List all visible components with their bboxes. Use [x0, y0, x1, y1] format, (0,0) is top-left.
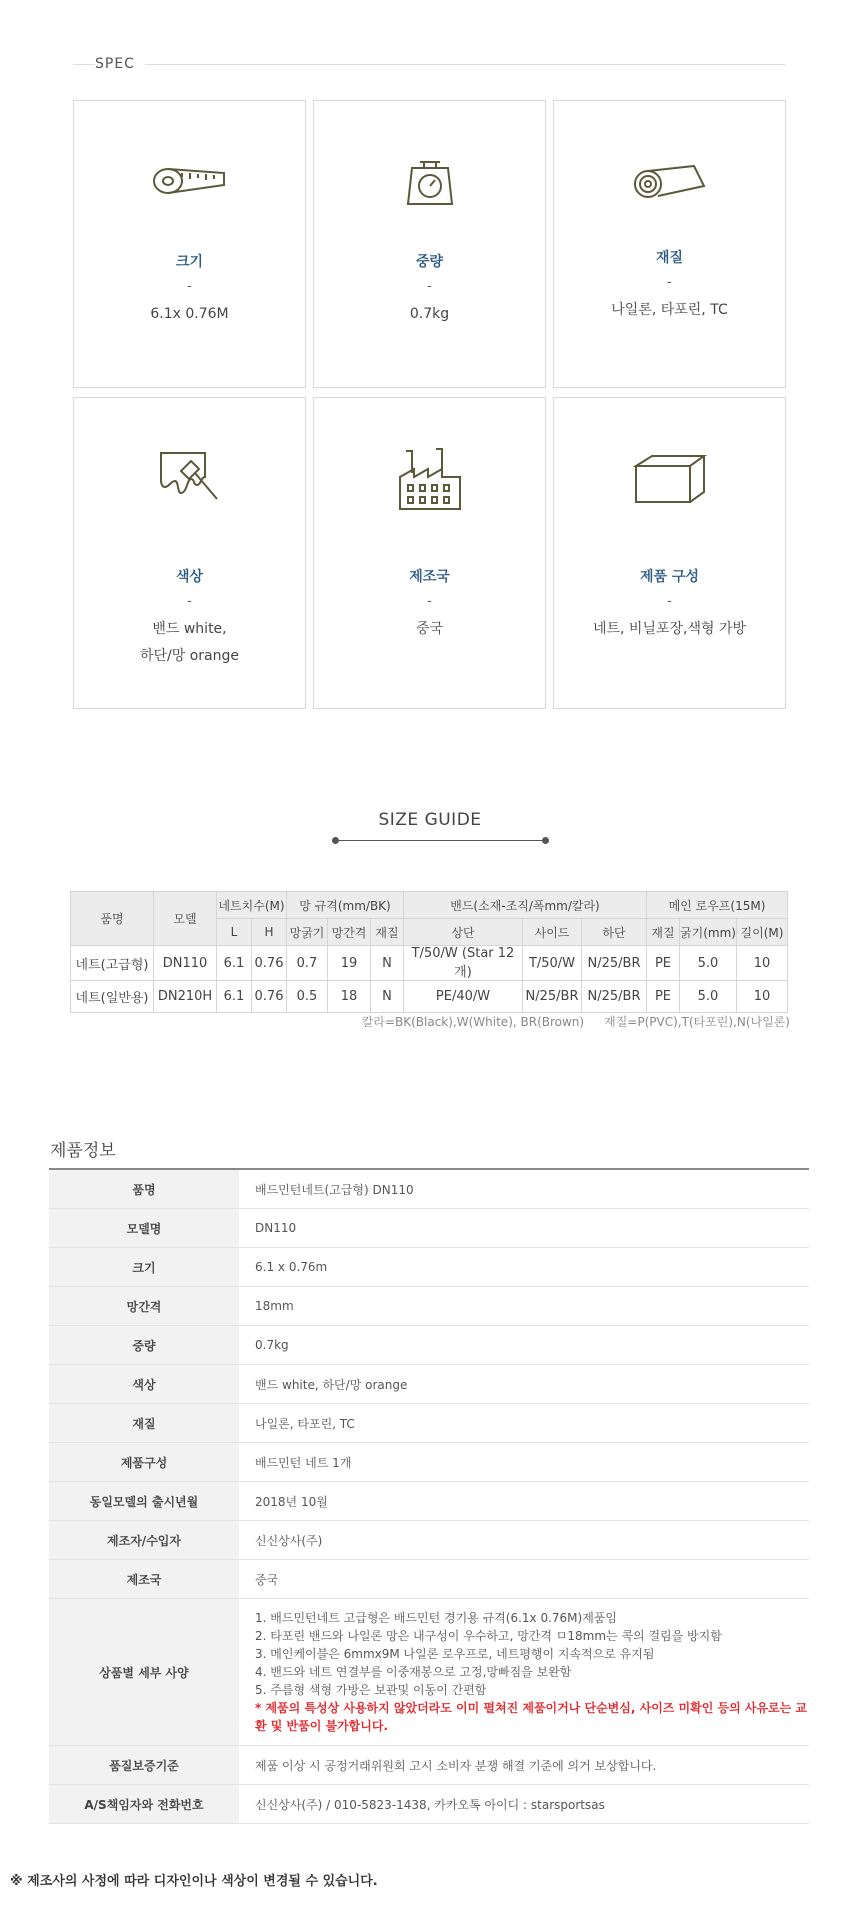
header-net-size: 네트치수(M) — [217, 892, 287, 919]
spec-card-value: 0.7kg — [409, 306, 450, 322]
cell-mat: N — [371, 946, 404, 981]
header-band-bottom: 하단 — [582, 919, 647, 946]
info-value: 0.7kg — [239, 1326, 809, 1365]
cell-l: 6.1 — [217, 946, 252, 981]
cell-rope-mat: PE — [647, 946, 680, 981]
note-material: 재질=P(PVC),T(타포린),N(나일론) — [604, 1015, 790, 1029]
spec-card-dash: - — [667, 275, 672, 290]
detail-line: 4. 밴드와 네트 연결부를 이중재봉으로 고정,망빠짐을 보완함 — [255, 1665, 572, 1679]
info-value: 제품 이상 시 공정거래위원회 고시 소비자 분쟁 해결 기준에 의거 보상합니다. — [239, 1746, 809, 1785]
info-value: 배드민턴 네트 1개 — [239, 1443, 809, 1482]
table-row — [49, 1785, 809, 1824]
cell-h: 0.76 — [252, 981, 287, 1013]
table-row — [71, 981, 788, 1013]
footer-note: ※ 제조사의 사정에 따라 디자인이나 색상이 변경될 수 있습니다. — [10, 1874, 378, 1889]
header-rope: 메인 로우프(15M) — [647, 892, 788, 919]
info-key: 품명 — [49, 1169, 239, 1209]
table-row — [49, 1521, 809, 1560]
table-row — [49, 1248, 809, 1287]
header-l: L — [217, 919, 252, 946]
info-key: 상품별 세부 사양 — [49, 1599, 239, 1746]
spec-card-size — [73, 100, 306, 388]
table-row — [49, 1287, 809, 1326]
info-key: 제조국 — [49, 1560, 239, 1599]
cell-name: 네트(일반용) — [71, 981, 154, 1013]
info-value: 배드민턴네트(고급형) DN110 — [239, 1169, 809, 1209]
spec-card-title: 제조국 — [409, 569, 450, 585]
spec-card-title: 중량 — [415, 254, 444, 270]
size-guide-title: SIZE GUIDE — [378, 810, 482, 830]
info-detail-value — [239, 1599, 809, 1746]
spec-card-country — [313, 397, 546, 709]
info-key: 모델명 — [49, 1209, 239, 1248]
spec-card-weight — [313, 100, 546, 388]
cell-h: 0.76 — [252, 946, 287, 981]
header-h: H — [252, 919, 287, 946]
note-color: 칼라=BK(Black),W(White), BR(Brown) — [361, 1015, 585, 1029]
spec-card-value-line2: 하단/망 orange — [139, 648, 239, 664]
cell-top: T/50/W (Star 12개) — [404, 946, 523, 981]
cell-l: 6.1 — [217, 981, 252, 1013]
info-value: 18mm — [239, 1287, 809, 1326]
info-key: 동일모델의 출시년월 — [49, 1482, 239, 1521]
spec-card-value: 나일론, 타포린, TC — [611, 302, 728, 318]
info-value: 2018년 10월 — [239, 1482, 809, 1521]
spec-card-dash: - — [187, 279, 192, 294]
info-key: 색상 — [49, 1365, 239, 1404]
table-row — [49, 1746, 809, 1785]
info-key: 제품구성 — [49, 1443, 239, 1482]
cell-gap: 19 — [328, 946, 371, 981]
detail-line: 5. 주름형 색형 가방은 보관및 이동이 간편함 — [255, 1683, 487, 1697]
spec-card-title: 크기 — [175, 254, 204, 270]
detail-line: 3. 메인케이블은 6mmx9M 나일론 로우프로, 네트평행이 지속적으로 유지됨 — [255, 1647, 655, 1661]
cell-gap: 18 — [328, 981, 371, 1013]
cell-name: 네트(고급형) — [71, 946, 154, 981]
table-row — [49, 1209, 809, 1248]
product-info-title: 제품정보 — [50, 1141, 116, 1161]
cell-side: N/25/BR — [523, 981, 582, 1013]
cell-model: DN110 — [154, 946, 217, 981]
spec-card-components — [553, 397, 786, 709]
table-row — [71, 946, 788, 981]
spec-card-value: 밴드 white, — [152, 621, 227, 637]
size-guide-divider — [335, 840, 547, 841]
header-model: 모델 — [154, 892, 217, 946]
header-mesh-thickness: 망굵기 — [287, 919, 328, 946]
spec-divider — [73, 64, 785, 65]
spec-card-value: 중국 — [415, 621, 444, 637]
header-band-top: 상단 — [404, 919, 523, 946]
cell-thick: 0.5 — [287, 981, 328, 1013]
spec-card-dash: - — [427, 279, 432, 294]
cell-top: PE/40/W — [404, 981, 523, 1013]
weight-scale-icon — [314, 141, 545, 221]
cell-bottom: N/25/BR — [582, 946, 647, 981]
size-table-header-row-1 — [71, 892, 788, 919]
info-value: 신신상사(주) / 010-5823-1438, 카카오톡 아이디 : starsportsas — [239, 1785, 809, 1824]
info-key: A/S책임자와 전화번호 — [49, 1785, 239, 1824]
spec-card-dash: - — [667, 594, 672, 609]
info-value: 나일론, 타포린, TC — [239, 1404, 809, 1443]
header-band: 밴드(소재-조직/폭mm/칼라) — [404, 892, 647, 919]
info-value: 밴드 white, 하단/망 orange — [239, 1365, 809, 1404]
info-key: 크기 — [49, 1248, 239, 1287]
spec-heading: SPEC — [95, 56, 145, 72]
cell-rope-thick: 5.0 — [680, 981, 737, 1013]
info-value: DN110 — [239, 1209, 809, 1248]
size-guide-table — [70, 891, 788, 1013]
size-guide-note — [0, 1013, 790, 1030]
size-guide-dot-right — [542, 837, 549, 844]
info-value: 중국 — [239, 1560, 809, 1599]
info-value: 6.1 x 0.76m — [239, 1248, 809, 1287]
header-band-side: 사이드 — [523, 919, 582, 946]
product-info-table — [49, 1168, 809, 1824]
spec-card-title: 제품 구성 — [640, 569, 699, 585]
spec-card-dash: - — [427, 594, 432, 609]
info-key: 품질보증기준 — [49, 1746, 239, 1785]
spec-card-material — [553, 100, 786, 388]
table-row — [49, 1169, 809, 1209]
cell-thick: 0.7 — [287, 946, 328, 981]
paint-brush-icon — [74, 438, 305, 518]
cell-side: T/50/W — [523, 946, 582, 981]
header-rope-thickness: 굵기(mm) — [680, 919, 737, 946]
fabric-roll-icon — [554, 141, 785, 221]
table-row — [49, 1326, 809, 1365]
cell-rope-len: 10 — [737, 946, 788, 981]
header-mesh: 망 규격(mm/BK) — [287, 892, 404, 919]
spec-card-value: 네트, 비닐포장,색형 가방 — [592, 621, 747, 637]
spec-card-dash: - — [187, 594, 192, 609]
spec-header — [73, 46, 785, 74]
info-key: 제조자/수입자 — [49, 1521, 239, 1560]
table-row — [49, 1560, 809, 1599]
table-row — [49, 1404, 809, 1443]
cell-rope-len: 10 — [737, 981, 788, 1013]
cell-model: DN210H — [154, 981, 217, 1013]
table-row — [49, 1482, 809, 1521]
box-icon — [554, 438, 785, 518]
cell-mat: N — [371, 981, 404, 1013]
factory-icon — [314, 438, 545, 518]
table-row — [49, 1365, 809, 1404]
header-rope-length: 길이(M) — [737, 919, 788, 946]
info-key: 망간격 — [49, 1287, 239, 1326]
detail-line: 2. 타포린 밴드와 나일론 망은 내구성이 우수하고, 망간격 ㅁ18mm는 콕의 걸림을 방지함 — [255, 1629, 722, 1643]
header-mesh-gap: 망간격 — [328, 919, 371, 946]
header-name: 품명 — [71, 892, 154, 946]
info-key: 중량 — [49, 1326, 239, 1365]
spec-card-title: 색상 — [175, 569, 204, 585]
header-rope-material: 재질 — [647, 919, 680, 946]
header-mesh-material: 재질 — [371, 919, 404, 946]
cell-rope-mat: PE — [647, 981, 680, 1013]
spec-card-value: 6.1x 0.76M — [150, 306, 229, 322]
detail-warning: * 제품의 특성상 사용하지 않았더라도 이미 펼쳐진 제품이거나 단순변심, 사이즈 미확인 등의 사유로는 교환 및 반품이 불가합니다. — [255, 1701, 808, 1733]
table-row — [49, 1599, 809, 1746]
detail-line: 1. 배드민턴네트 고급형은 배드민턴 경기용 규격(6.1x 0.76M)제품임 — [255, 1611, 617, 1625]
measuring-tape-icon — [74, 141, 305, 221]
cell-bottom: N/25/BR — [582, 981, 647, 1013]
spec-card-color — [73, 397, 306, 709]
size-guide-dot-left — [332, 837, 339, 844]
table-row — [49, 1443, 809, 1482]
cell-rope-thick: 5.0 — [680, 946, 737, 981]
info-key: 재질 — [49, 1404, 239, 1443]
info-value: 신신상사(주) — [239, 1521, 809, 1560]
spec-card-title: 재질 — [655, 250, 684, 266]
